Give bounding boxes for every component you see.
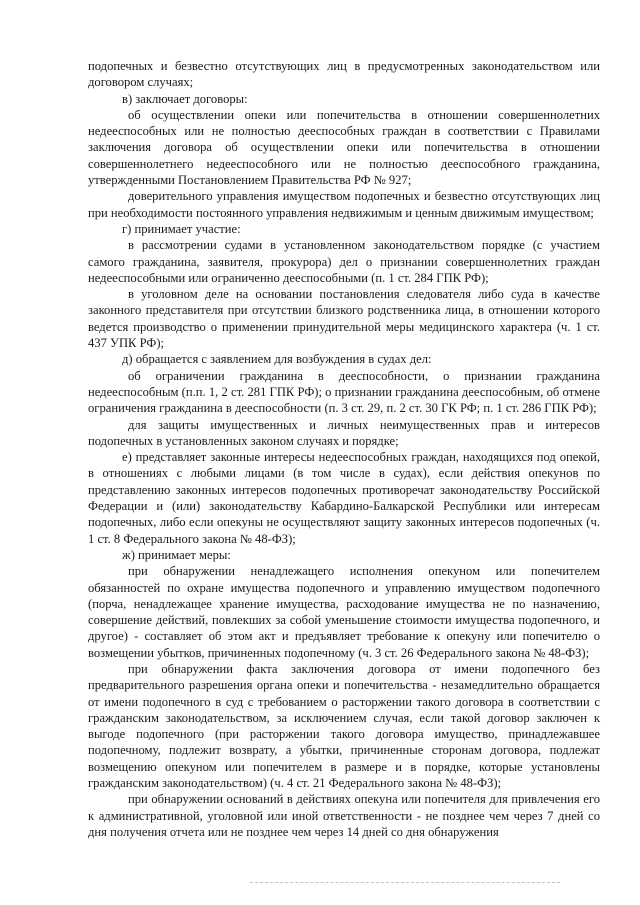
paragraph-guardianship-contracts: об осуществлении опеки или попечительства в отношении совершеннолетних недееспособных или не полностью дееспособных граждан в соответствии с Правилами заключения договора об осуществлении опеки или попечительства в отношении совершеннолетнего недееспособного или не полностью дееспособного гражданина, утвержденными Постановлением Правительства РФ № 927;: [88, 107, 600, 188]
document-body: [88, 58, 600, 840]
paragraph-criminal-case: в уголовном деле на основании постановления следователя либо суда в качестве законного представителя при отсутствии близкого родственника лица, в отношении которого ведется производство о применении принудительной меры медицинского характера (ч. 1 ст. 437 УПК РФ);: [88, 287, 600, 351]
scan-artifact-line: [250, 882, 560, 883]
item-zh-heading: ж) принимает меры:: [122, 547, 231, 562]
item-v-heading: в) заключает договоры:: [122, 91, 248, 106]
item-e-representation: е) представляет законные интересы недееспособных граждан, находящихся под опекой, в отношениях с любыми лицами (в том числе в судах), если действия опекунов по представлению законных интересов подопечных противоречат законодательству Российской Федерации и (или) законодательству Кабардино-Балкарской Республики или интересам подопечных, либо если опекуны не осуществляют защиту законных интересов подопечных (ч. 1 ст. 8 Федерального закона № 48-ФЗ);: [88, 450, 600, 546]
paragraph-court-consideration: в рассмотрении судами в установленном законодательством порядке (с участием самого гражданина, заявителя, прокурора) дел о признании совершеннолетних граждан недееспособными или ограниченно дееспособными (п. 1 ст. 284 ГПК РФ);: [88, 238, 600, 285]
item-d-heading: д) обращается с заявлением для возбуждения в судах дел:: [122, 352, 432, 367]
paragraph-rights-protection: для защиты имущественных и личных неимущественных прав и интересов подопечных в установленных законом случаях и порядке;: [88, 417, 600, 448]
paragraph-liability-grounds: при обнаружении оснований в действиях опекуна или попечителя для привлечения его к административной, уголовной или иной ответственности - не позднее чем через 7 дней со дня получения отчета или не позднее чем через 14 дней со дня обнаружения: [88, 792, 600, 839]
paragraph-capacity-limitation: об ограничении гражданина в дееспособности, о признании гражданина недееспособным (п.п. 1, 2 ст. 281 ГПК РФ); о признании гражданина дееспособным, об отмене ограничения гражданина в дееспособности (п. 3 ст. 29, п. 2 ст. 30 ГК РФ; п. 1 ст. 286 ГПК РФ);: [88, 368, 600, 416]
paragraph-wards-absent-persons: подопечных и безвестно отсутствующих лиц в предусмотренных законодательством или договором случаях;: [88, 59, 600, 90]
paragraph-contract-without-permission: при обнаружении факта заключения договора от имени подопечного без предварительного разрешения органа опеки и попечительства - незамедлительно обращается от имени подопечного в суд с требованием о расторжении такого договора в соответствии с гражданским законодательством, за исключением случая, если такой договор заключен к выгоде подопечного (при расторжении такого договора имущество, принадлежавшее подопечному, подлежит возврату, а убытки, причиненные сторонам договора, подлежат возмещению опекуном или попечителем в размере и в порядке, которые установлены гражданским законодательством) (ч. 4 ст. 21 Федерального закона № 48-ФЗ);: [88, 661, 600, 791]
paragraph-trust-management: доверительного управления имуществом подопечных и безвестно отсутствующих лиц при необходимости постоянного управления недвижимым и ценным движимым имуществом;: [88, 189, 600, 220]
paragraph-improper-performance: при обнаружении ненадлежащего исполнения опекуном или попечителем обязанностей по охране имущества подопечного и управлению имуществом подопечного (порча, ненадлежащее хранение имущества, расходование имущества не по назначению, совершение действий, повлекших за собой уменьшение стоимости имущества подопечного, и другое) - составляет об этом акт и предъявляет требование к опекуну или попечителю о возмещении убытков, причиненных подопечному (ч. 3 ст. 26 Федерального закона № 48-ФЗ);: [88, 564, 600, 660]
item-g-heading: г) принимает участие:: [122, 221, 241, 236]
